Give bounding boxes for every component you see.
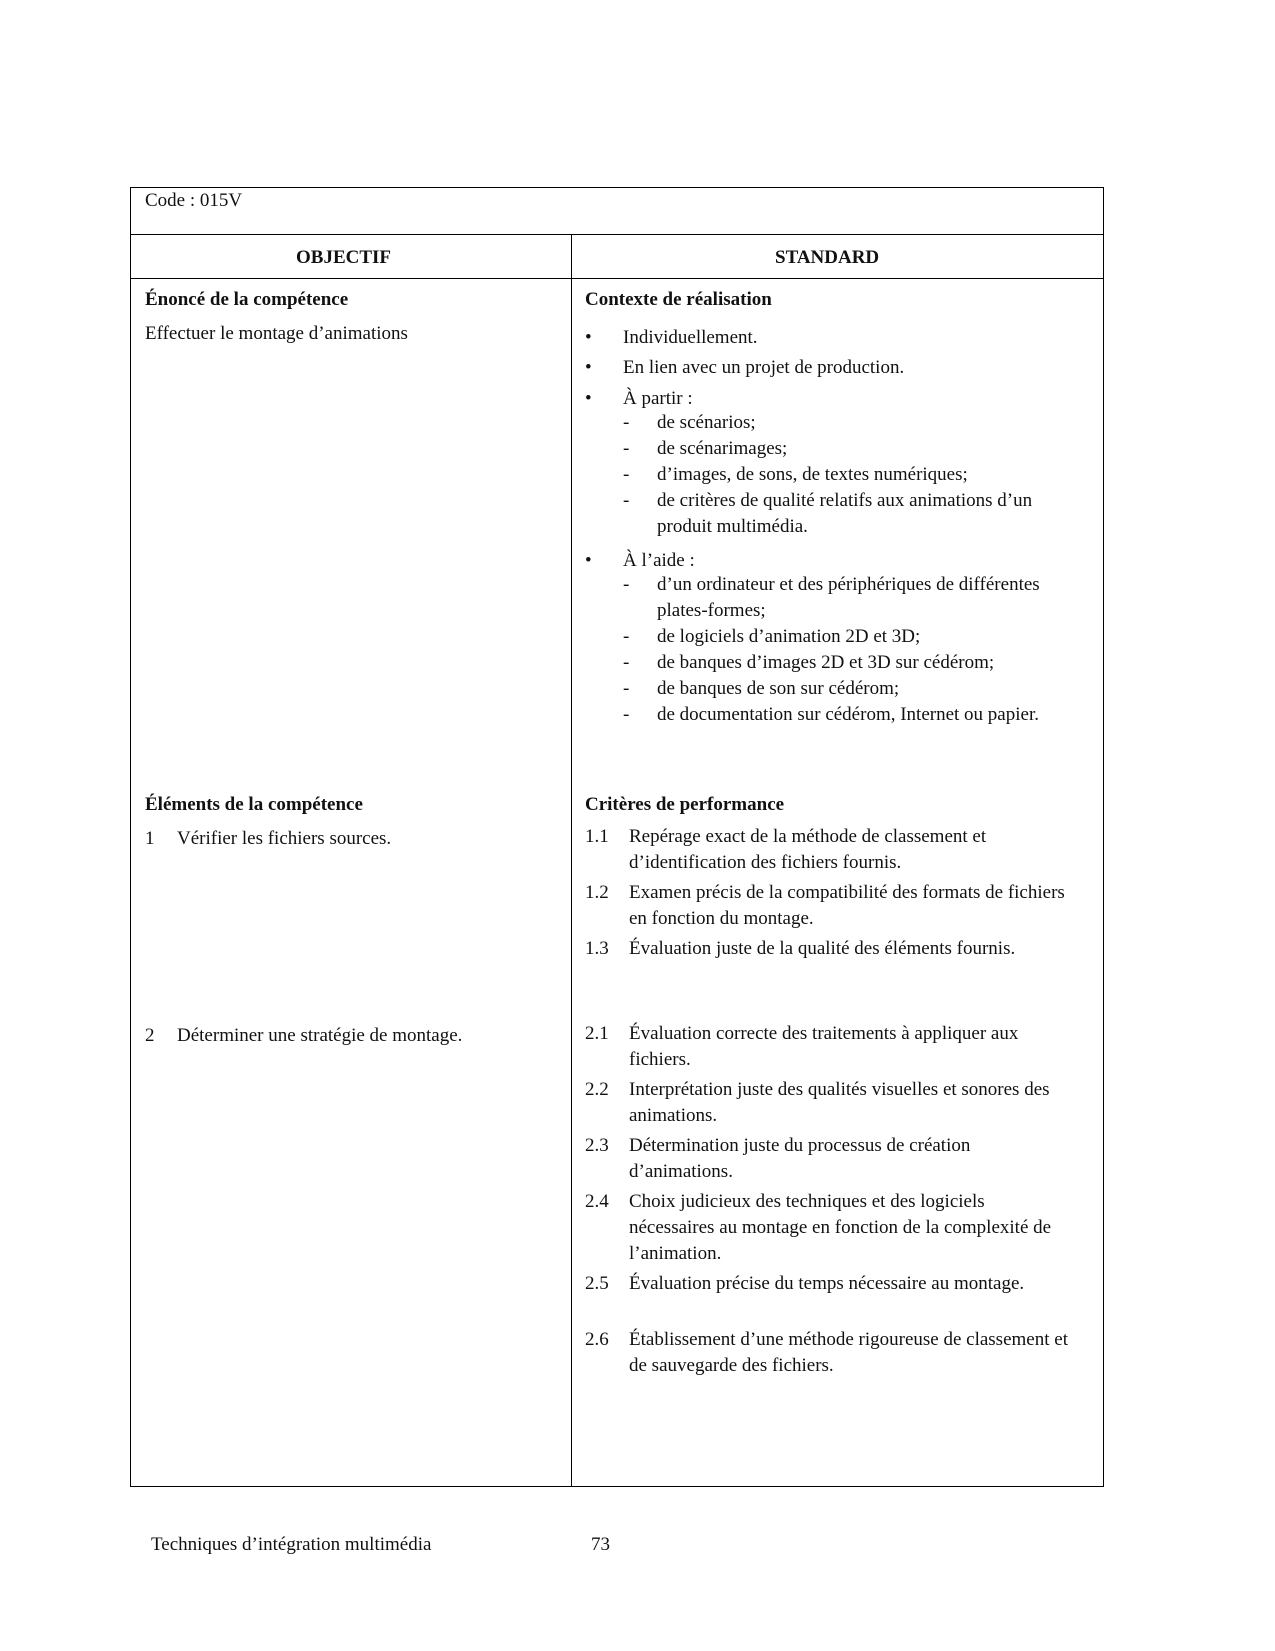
- element-item: [145, 829, 391, 849]
- table-divider-top: [130, 234, 1104, 235]
- dash-text: de banques de son sur cédérom;: [657, 678, 900, 699]
- enonce-title: Énoncé de la compétence: [145, 289, 349, 310]
- element-text: Déterminer une stratégie de montage.: [177, 1025, 463, 1046]
- page-number: 73: [591, 1534, 610, 1555]
- criterion-number: 2.6: [585, 1329, 609, 1350]
- criterion-text: Examen précis de la compatibilité des formats de fichiers en fonction du montage.: [629, 882, 1065, 929]
- criterion-item: [585, 1077, 1070, 1129]
- criterion-number: 2.5: [585, 1273, 609, 1294]
- dash-mark: -: [623, 412, 630, 433]
- criterion-number: 1.1: [585, 826, 609, 847]
- context-bullet: [585, 328, 758, 348]
- criterion-text: Évaluation juste de la qualité des éléments fournis.: [629, 938, 1016, 959]
- dash-mark: -: [623, 464, 630, 485]
- context-bullet: [585, 551, 695, 571]
- dash-text: de scénarimages;: [657, 438, 788, 459]
- header-standard: STANDARD: [775, 247, 880, 268]
- criterion-item: [585, 1327, 1070, 1379]
- criterion-item: [585, 1189, 1070, 1267]
- criterion-text: Évaluation précise du temps nécessaire au montage.: [629, 1273, 1025, 1294]
- bullet-mark: •: [585, 388, 592, 409]
- bullet-text: Individuellement.: [623, 327, 758, 348]
- dash-mark: -: [623, 626, 630, 647]
- element-item: [145, 1026, 462, 1046]
- context-sub-item: [623, 436, 1063, 462]
- bullet-text: À partir :: [623, 388, 693, 409]
- context-sub-item: [623, 650, 1063, 676]
- criterion-item: [585, 1271, 1070, 1297]
- elements-title: Éléments de la compétence: [145, 794, 363, 815]
- context-bullet: [585, 389, 693, 409]
- criterion-item: [585, 880, 1070, 932]
- dash-mark: -: [623, 490, 630, 511]
- criterion-number: 1.3: [585, 938, 609, 959]
- dash-text: de banques d’images 2D et 3D sur cédérom;: [657, 652, 995, 673]
- criterion-text: Détermination juste du processus de création d’animations.: [629, 1135, 971, 1182]
- context-bullet: [585, 358, 904, 378]
- criterion-text: Interprétation juste des qualités visuelles et sonores des animations.: [629, 1079, 1050, 1126]
- context-sub-item: [623, 624, 1063, 650]
- criterion-item: [585, 936, 1070, 962]
- dash-text: de scénarios;: [657, 412, 756, 433]
- criterion-text: Évaluation correcte des traitements à appliquer aux fichiers.: [629, 1023, 1019, 1070]
- criterion-item: [585, 824, 1070, 876]
- page-footer: [151, 1534, 610, 1555]
- dash-text: de logiciels d’animation 2D et 3D;: [657, 626, 921, 647]
- table-divider-header: [130, 278, 1104, 279]
- table-column-divider: [571, 235, 572, 1486]
- dash-text: d’images, de sons, de textes numériques;: [657, 464, 968, 485]
- contexte-title: Contexte de réalisation: [585, 289, 772, 310]
- criterion-number: 2.2: [585, 1079, 609, 1100]
- element-number: 1: [145, 828, 155, 849]
- criteres-title: Critères de performance: [585, 794, 785, 815]
- element-text: Vérifier les fichiers sources.: [177, 828, 392, 849]
- criterion-number: 1.2: [585, 882, 609, 903]
- criterion-text: Établissement d’une méthode rigoureuse de classement et de sauvegarde des fichiers.: [629, 1329, 1068, 1376]
- bullet-mark: •: [585, 550, 592, 571]
- bullet-text: À l’aide :: [623, 550, 695, 571]
- criterion-number: 2.1: [585, 1023, 609, 1044]
- enonce-text: Effectuer le montage d’animations: [145, 323, 408, 344]
- context-sub-item: [623, 410, 1063, 436]
- criterion-number: 2.4: [585, 1191, 609, 1212]
- criterion-item: [585, 1133, 1070, 1185]
- dash-text: d’un ordinateur et des périphériques de différentes plates-formes;: [657, 574, 1040, 621]
- dash-mark: -: [623, 574, 630, 595]
- context-sub-item: [623, 676, 1063, 702]
- header-objective: OBJECTIF: [296, 247, 392, 268]
- footer-title: Techniques d’intégration multimédia: [151, 1534, 432, 1555]
- dash-text: de documentation sur cédérom, Internet ou papier.: [657, 704, 1039, 725]
- criterion-item: [585, 1021, 1070, 1073]
- bullet-mark: •: [585, 327, 592, 348]
- context-sub-item: [623, 462, 1063, 488]
- context-sub-item: [623, 572, 1063, 624]
- criterion-text: Choix judicieux des techniques et des logiciels nécessaires au montage en fonction de la complexité de l’animation.: [629, 1191, 1052, 1264]
- dash-mark: -: [623, 438, 630, 459]
- criterion-number: 2.3: [585, 1135, 609, 1156]
- bullet-text: En lien avec un projet de production.: [623, 357, 905, 378]
- dash-mark: -: [623, 678, 630, 699]
- context-sub-item: [623, 702, 1063, 728]
- criterion-text: Repérage exact de la méthode de classement et d’identification des fichiers fournis.: [629, 826, 987, 873]
- element-number: 2: [145, 1025, 155, 1046]
- bullet-mark: •: [585, 357, 592, 378]
- context-sub-item: [623, 488, 1063, 540]
- dash-mark: -: [623, 652, 630, 673]
- code-label: Code : 015V: [145, 190, 243, 211]
- dash-mark: -: [623, 704, 630, 725]
- dash-text: de critères de qualité relatifs aux animations d’un produit multimédia.: [657, 490, 1033, 537]
